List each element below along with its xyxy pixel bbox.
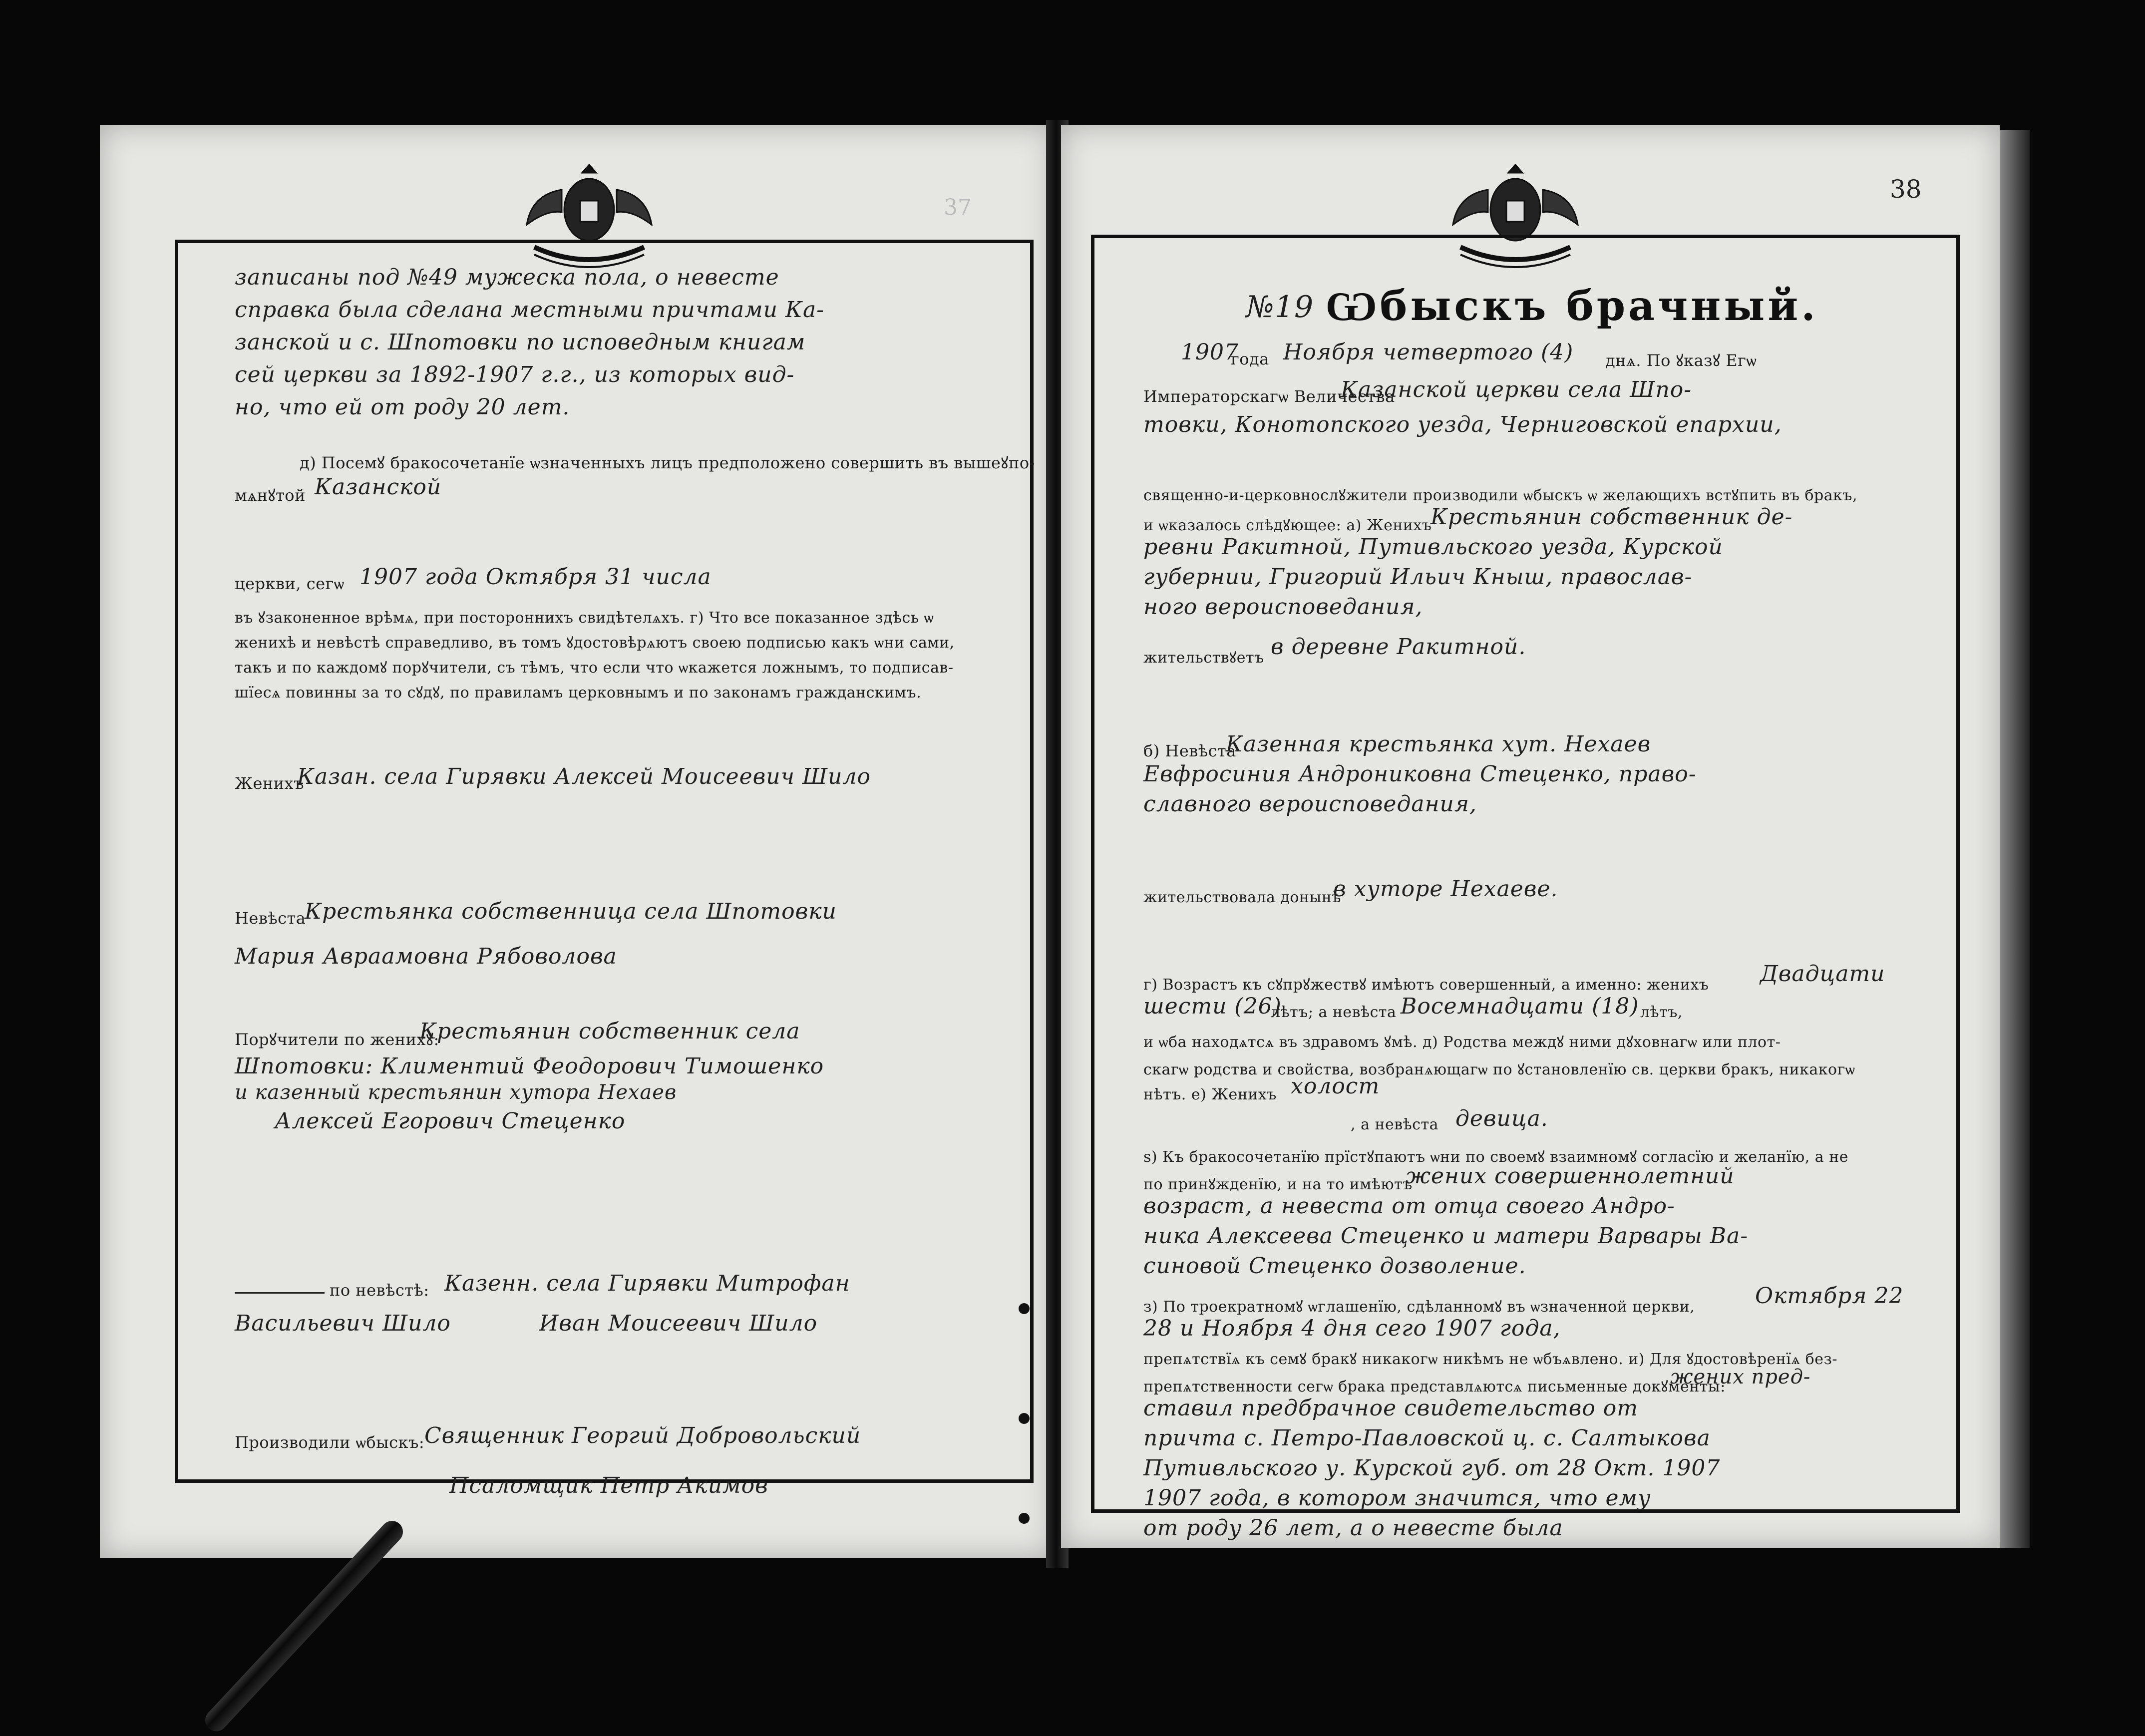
bride-label: Невѣста xyxy=(235,909,306,928)
page-title: Ѡбыскъ брачный. xyxy=(1326,282,1818,330)
hand-text: возраст, а невеста от отца своего Андро- xyxy=(1143,1193,1675,1219)
hand-text: Священник Георгий Добровольский xyxy=(424,1423,861,1448)
hand-text: справка была сделана местными причтами Ка- xyxy=(235,297,825,323)
print-text: нѣтъ. е) Женихъ xyxy=(1143,1086,1277,1103)
blank-line xyxy=(235,1292,325,1294)
hand-text: занской и с. Шпотовки по исповедным книгам xyxy=(235,330,806,355)
hand-text: записаны под №49 мужеска пола, о невесте xyxy=(235,265,779,290)
hand-text: Крестьянин собственник де- xyxy=(1430,504,1793,530)
print-text: , а невѣста xyxy=(1351,1116,1439,1133)
hand-text: Мария Авраамовна Рябоволова xyxy=(235,944,617,969)
hand-text: товки, Конотопского уезда, Черниговской епархии, xyxy=(1143,412,1782,437)
hand-text: Крестьянка собственница села Шпотовки xyxy=(305,899,837,924)
hand-text: 1907 года, в котором значится, что ему xyxy=(1143,1485,1651,1511)
bride-label: б) Невѣста xyxy=(1143,741,1236,760)
print-text: священно-и-церковнослꙋжители производили ѡбыскъ ѡ желающихъ встꙋпить въ бракъ, xyxy=(1143,487,1858,504)
hand-text: Ноября четвертого (4) xyxy=(1283,340,1574,365)
hand-text: Шпотовки: Климентий Феодорович Тимошенко xyxy=(235,1053,824,1079)
print-text: ѕ) Къ бракосочетанїю прїстꙋпаютъ ѡни по своемꙋ взаимномꙋ согласїю и желанїю, а не xyxy=(1143,1148,1848,1166)
hand-text: синовой Стеценко дозволение. xyxy=(1143,1253,1526,1279)
print-text: з) По троекратномꙋ ѡглашенїю, сдѣланномꙋ въ ѡзначенной церкви, xyxy=(1143,1298,1695,1316)
hand-text: холост xyxy=(1291,1073,1380,1099)
print-text: днѧ. По ꙋказꙋ Егѡ xyxy=(1605,351,1757,370)
hand-text: в деревне Ракитной. xyxy=(1271,634,1526,660)
print-text: въ ꙋзаконенное врѣмѧ, при постороннихъ свидѣтелѧхъ. г) Что все показанное здѣсь ѡ xyxy=(235,609,934,627)
print-text: и ѡба находѧтсѧ въ здравомъ ꙋмѣ. д) Родства междꙋ ними дꙋховнагѡ или плот- xyxy=(1143,1034,1781,1051)
groom-residence-label: жительствꙋетъ xyxy=(1143,649,1264,667)
hand-text: Евфросиния Андрониковна Стеценко, право- xyxy=(1143,761,1697,787)
hand-text: от роду 26 лет, а о невесте была xyxy=(1143,1515,1563,1541)
print-text: препѧтственности сегѡ брака представлѧютсѧ письменные докꙋменты: xyxy=(1143,1378,1726,1395)
hand-text: сей церкви за 1892-1907 г.г., из которых вид- xyxy=(235,362,795,387)
hand-text: славного вероисповедания, xyxy=(1143,791,1477,817)
hand-text: Казан. села Гирявки Алексей Моисеевич Шило xyxy=(297,764,871,789)
record-number: №19 xyxy=(1246,290,1314,325)
hand-text: 28 и Ноября 4 дня сего 1907 года, xyxy=(1143,1316,1561,1341)
print-text: церкви, сегѡ xyxy=(235,574,345,593)
guarantors-groom-label: Порꙋчители по женихꙋ: xyxy=(235,1030,439,1049)
hand-text: шести (26) xyxy=(1143,994,1282,1019)
hand-text: ставил предбрачное свидетельство от xyxy=(1143,1395,1639,1421)
hand-text: Путивльского у. Курской губ. от 28 Окт. 1907 xyxy=(1143,1455,1721,1481)
binding-hole xyxy=(1019,1303,1030,1314)
left-form-frame xyxy=(175,240,1034,1483)
hand-text: Крестьянин собственник села xyxy=(419,1019,800,1044)
hand-text: но, что ей от роду 20 лет. xyxy=(235,394,570,420)
hand-text: Казенная крестьянка хут. Нехаев xyxy=(1226,731,1651,757)
investigators-label: Производили ѡбыскъ: xyxy=(235,1433,425,1452)
hand-text: и казенный крестьянин хутора Нехаев xyxy=(235,1081,677,1104)
hand-text: ревни Ракитной, Путивльского уезда, Курской xyxy=(1143,534,1723,560)
print-text: по принꙋжденїю, и на то имѣютъ xyxy=(1143,1176,1413,1193)
print-text: года xyxy=(1231,349,1269,368)
hand-text: жених совершеннолетний xyxy=(1406,1163,1735,1189)
print-text: лѣтъ; а невѣста xyxy=(1271,1004,1397,1021)
hand-text: Псаломщик Петр Акимов xyxy=(449,1473,768,1498)
left-page xyxy=(100,125,1054,1558)
hand-text: губернии, Григорий Ильич Кныш, православ- xyxy=(1143,564,1693,590)
hand-text: 1907 года Октября 31 числа xyxy=(359,564,712,590)
print-text: Императорскагѡ Величества xyxy=(1143,387,1395,406)
print-text: женихѣ и невѣстѣ справедливо, въ томъ ꙋдостовѣрѧютъ своею подписью какъ ѡни сами, xyxy=(235,634,955,652)
groom-label: Женихъ xyxy=(235,774,304,793)
hand-text: жених пред- xyxy=(1670,1366,1811,1389)
hand-text: Двадцати xyxy=(1760,961,1885,987)
bride-residence-label: жительствовала донынѣ xyxy=(1143,889,1341,906)
hand-text: Казанской церкви села Шпо- xyxy=(1341,377,1692,402)
hand-text: в хуторе Нехаеве. xyxy=(1333,876,1558,902)
left-page-number: 37 xyxy=(944,195,972,220)
hand-text: причта с. Петро-Павловской ц. с. Салтыкова xyxy=(1143,1425,1711,1451)
hand-text: ника Алексеева Стеценко и матери Варвары Ва- xyxy=(1143,1223,1749,1249)
hand-text: Октября 22 xyxy=(1755,1283,1904,1309)
hand-text: Казанской xyxy=(315,474,442,500)
page-stack-edge xyxy=(2000,130,2030,1548)
print-text: такъ и по каждомꙋ порꙋчители, съ тѣмъ, что если что ѡкажется ложнымъ, то подписав- xyxy=(235,659,954,677)
hand-text: Иван Моисеевич Шило xyxy=(539,1311,818,1336)
print-text: препѧтствїѧ къ семꙋ бракꙋ никакогѡ никѣмъ не ѡбъѧвлено. и) Для ꙋдостовѣренїѧ без- xyxy=(1143,1351,1837,1368)
hand-text: Восемнадцати (18) xyxy=(1401,994,1639,1019)
print-text: и ѡказалось слѣдꙋющее: а) Женихъ xyxy=(1143,517,1432,534)
binding-hole xyxy=(1019,1413,1030,1424)
print-text: лѣтъ, xyxy=(1640,1004,1683,1021)
guarantors-bride-label: по невѣстѣ: xyxy=(330,1281,429,1300)
hand-text: девица. xyxy=(1455,1106,1548,1131)
print-text: шїесѧ повинны за то сꙋдꙋ, по правиламъ церковнымъ и по законамъ гражданскимъ. xyxy=(235,684,922,701)
hand-text: Казенн. села Гирявки Митрофан xyxy=(444,1271,850,1296)
hand-text: 1907 xyxy=(1181,340,1239,365)
binding-hole xyxy=(1019,1513,1030,1524)
right-page xyxy=(1061,125,2000,1548)
print-text: г) Возрастъ къ сꙋпрꙋжествꙋ имѣютъ совершенный, а именно: женихъ xyxy=(1143,976,1709,994)
print-text: д) Посемꙋ бракосочетанїе ѡзначенныхъ лицъ предположено совершить въ вышеꙋпо- xyxy=(300,453,1035,472)
print-text: скагѡ родства и свойства, возбранѧющагѡ по ꙋстановленїю св. церкви бракъ, никакогѡ xyxy=(1143,1061,1855,1078)
hand-text: Васильевич Шило xyxy=(235,1311,451,1336)
print-text: мѧнꙋтой xyxy=(235,486,306,505)
right-page-number: 38 xyxy=(1890,175,1922,204)
hand-text: ного вероисповедания, xyxy=(1143,594,1423,620)
hand-text: Алексей Егорович Стеценко xyxy=(275,1108,626,1134)
